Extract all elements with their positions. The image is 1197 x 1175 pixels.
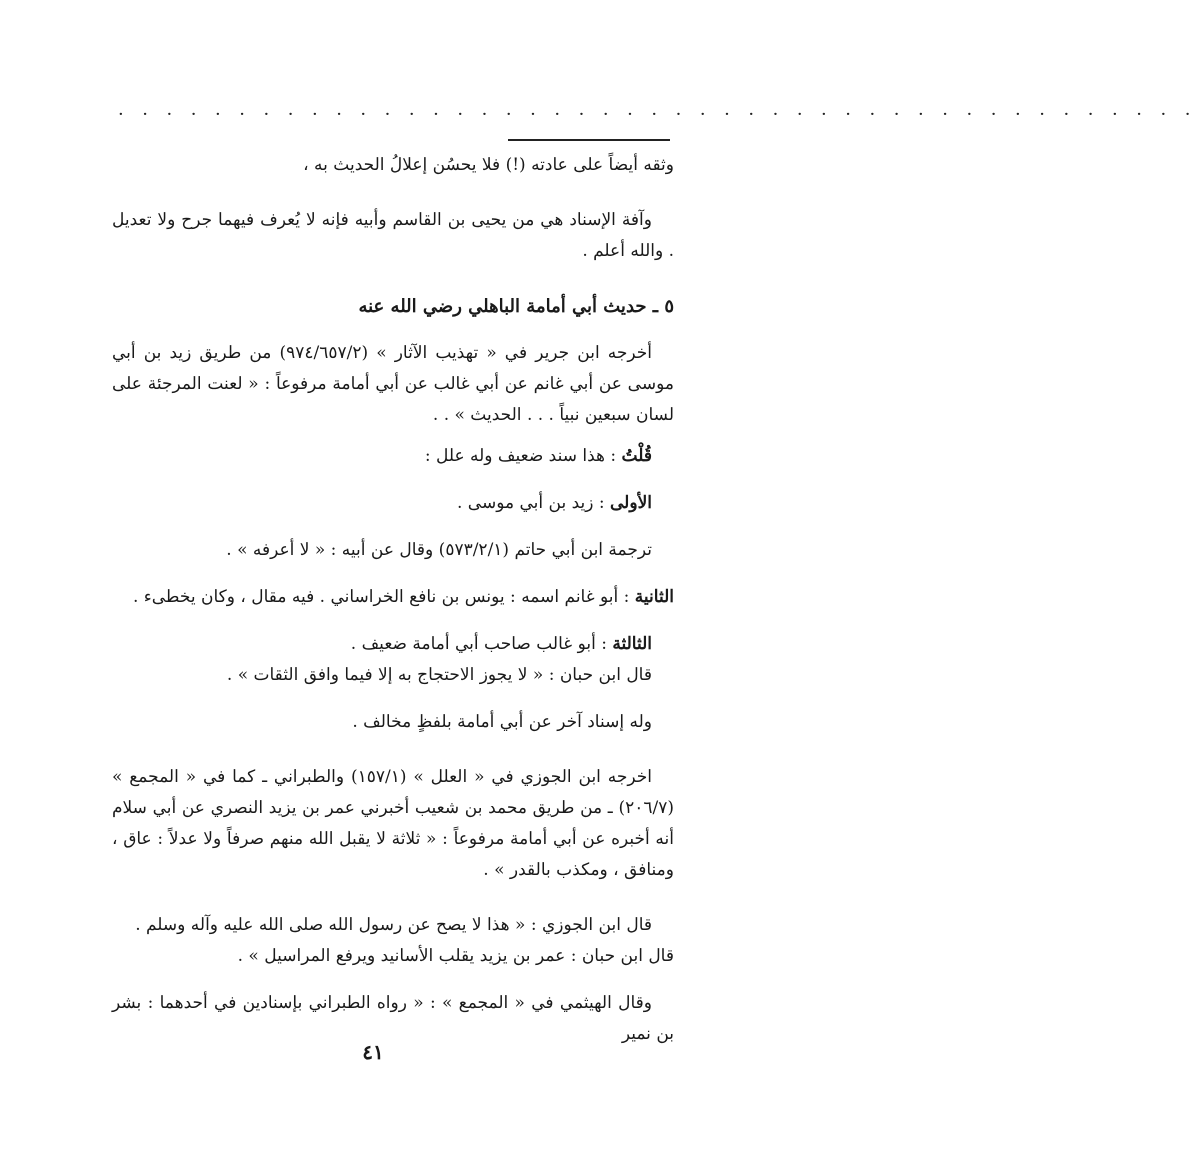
- section-heading: ٥ ـ حديث أبي أمامة الباهلي رضي الله عنه: [358, 296, 674, 317]
- first-label: الأولى: [610, 493, 652, 513]
- paragraph-2: وآفة الإسناد هي من يحيى بن القاسم وأبيه فإنه لا يُعرف فيهما جرح ولا تعديل . والله أعلم .: [112, 210, 674, 261]
- paragraph-10: وقال الهيثمي في « المجمع » : « رواه الطبراني بإسنادين في أحدهما : بشر بن نمير: [112, 993, 674, 1044]
- qultu-text: : هذا سند ضعيف وله علل :: [424, 446, 622, 466]
- footnote-rule: [508, 139, 670, 141]
- qultu-label: قُلْتُ: [621, 446, 652, 466]
- paragraph-6: وله إسناد آخر عن أبي أمامة بلفظٍ مخالف .: [352, 712, 652, 732]
- paragraph-3: أخرجه ابن جرير في « تهذيب الآثار » (٩٧٤/٦٥٧/٢) من طريق زيد بن أبي موسى عن أبي غانم عن أبي غالب عن أبي أمامة مرفوعاً : « لعنت المرجئة على لسان سبعين نبياً . . . الحديث » . .: [112, 343, 674, 425]
- page-content: [112, 150, 674, 1050]
- paragraph-7: اخرجه ابن الجوزي في « العلل » (١٥٧/١) والطبراني ـ كما في « المجمع » (٢٠٦/٧) ـ من طريق محمد بن شعيب أخبرني عمر بن يزيد النصري عن أبي سلام أنه أخبره عن أبي أمامة مرفوعاً : « ثلاثة لا يقبل الله منهم صرفاً ولا عدلاً : عاق ، ومنافق ، ومكذب بالقدر » .: [112, 767, 674, 880]
- paragraph-1: وثقه أيضاً على عادته (!) فلا يحسُن إعلالُ الحديث به ،: [303, 155, 674, 175]
- paragraph-second-flaw: [112, 582, 674, 613]
- second-label: الثانية: [634, 587, 674, 607]
- page-number: ٤١: [362, 1040, 384, 1064]
- paragraph-8: قال ابن الجوزي : « هذا لا يصح عن رسول الله صلى الله عليه وآله وسلم .: [135, 915, 652, 935]
- separator-dots: · · · · · · · · · · · · · · · · · · · · · · · · · · · · · · · · · · · · · · · · · · · · ·: [118, 104, 1197, 125]
- second-text: : أبو غانم اسمه : يونس بن نافع الخراساني . فيه مقال ، وكان يخطىء .: [132, 587, 635, 607]
- paragraph-5: قال ابن حبان : « لا يجوز الاحتجاج به إلا فيما وافق الثقات » .: [226, 665, 652, 685]
- paragraph-qultu: [112, 441, 674, 472]
- third-label: الثالثة: [612, 634, 652, 654]
- third-text: : أبو غالب صاحب أبي أمامة ضعيف .: [350, 634, 613, 654]
- paragraph-9: قال ابن حبان : عمر بن يزيد يقلب الأسانيد ويرفع المراسيل » .: [237, 946, 674, 966]
- paragraph-first-flaw: [112, 488, 674, 519]
- paragraph-third-flaw: [112, 629, 674, 660]
- paragraph-4: ترجمة ابن أبي حاتم (٥٧٣/٢/١) وقال عن أبيه : « لا أعرفه » .: [226, 540, 652, 560]
- first-text: : زيد بن أبي موسى .: [456, 493, 611, 513]
